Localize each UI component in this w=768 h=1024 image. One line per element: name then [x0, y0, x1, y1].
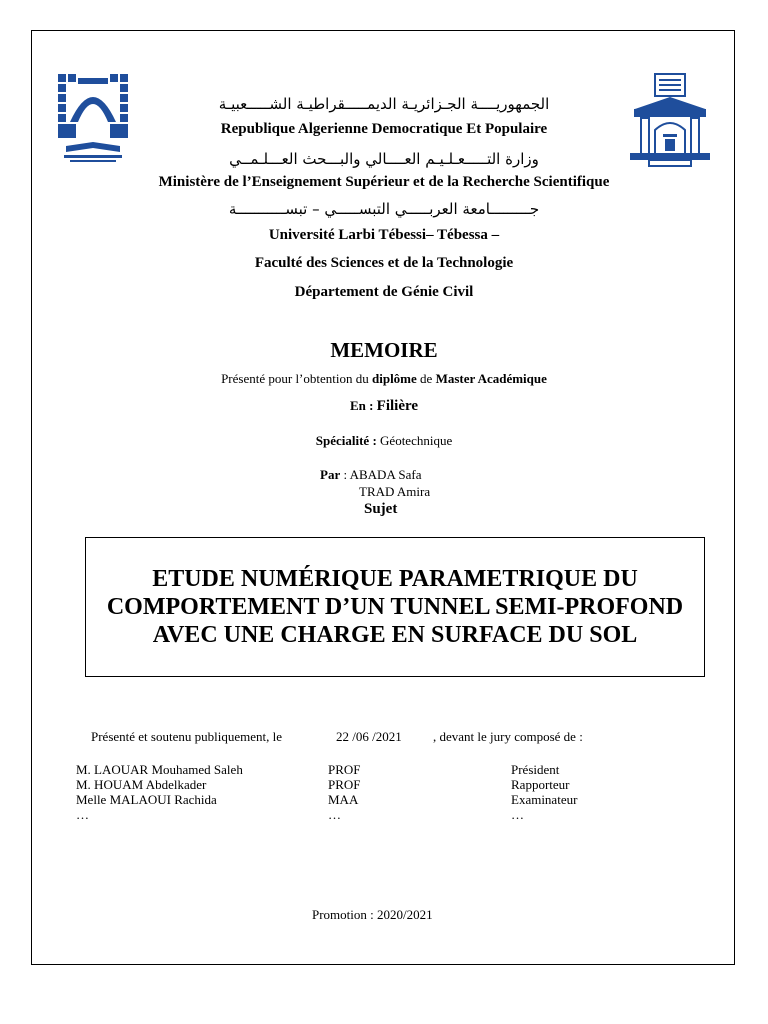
defense-suffix: , devant le jury composé de :: [433, 729, 583, 744]
republic-title: Republique Algerienne Democratique Et Populaire: [220, 121, 548, 137]
master-label: Master Académique: [435, 371, 547, 386]
en-label: En :: [349, 398, 377, 413]
subject-title: ETUDE NUMÉRIQUE PARAMETRIQUE DU COMPORTEMENT D’UN TUNNEL SEMI-PROFOND AVEC UNE CHARGE EN SURFACE DU SOL: [106, 566, 684, 648]
defense-date: 22 /06 /2021: [336, 729, 402, 744]
specialite-label: Spécialité :: [315, 433, 381, 448]
jury-grade: …: [328, 807, 341, 822]
university-title: Université Larbi Tébessi– Tébessa –: [268, 227, 500, 243]
presented-prefix: Présenté pour l’obtention du: [221, 371, 372, 386]
jury-role: Examinateur: [511, 792, 578, 807]
faculty-title: Faculté des Sciences et de la Technologie: [254, 255, 514, 271]
author-2: TRAD Amira: [359, 484, 431, 499]
presented-for-line: [0, 371, 768, 387]
diploma-word: diplôme: [372, 371, 417, 386]
par-label: Par: [320, 467, 341, 482]
filiere-line: [0, 398, 768, 415]
document-type: MEMOIRE: [330, 338, 438, 362]
jury-role: Président: [511, 762, 560, 777]
arabic-republic-title: الجمهوريــــة الجـزائريـة الديمـــــقراطيـة الشـــــعبيـة: [218, 95, 550, 113]
presented-mid: de: [416, 371, 436, 386]
jury-grade: PROF: [328, 762, 361, 777]
authors-line-1: [320, 467, 421, 483]
specialite-value: Géotechnique: [380, 433, 453, 448]
jury-name: Melle MALAOUI Rachida: [76, 792, 217, 807]
arabic-ministry-title: وزارة التـــــعـلـيـم العــــالي والبـــحث العـــلـمــي: [229, 150, 539, 168]
jury-name: M. LAOUAR Mouhamed Saleh: [76, 762, 243, 777]
specialite-line: [0, 433, 768, 449]
sujet-label: Sujet: [364, 501, 398, 517]
promotion: Promotion : 2020/2021: [312, 907, 433, 922]
jury-grade: PROF: [328, 777, 361, 792]
jury-name: M. HOUAM Abdelkader: [76, 777, 207, 792]
filiere-value: Filière: [376, 398, 419, 414]
jury-grade: MAA: [328, 792, 359, 807]
jury-name: …: [76, 807, 89, 822]
jury-role: Rapporteur: [511, 777, 570, 792]
department-title: Département de Génie Civil: [294, 284, 474, 300]
author-1: : ABADA Safa: [343, 467, 422, 482]
jury-role: …: [511, 807, 524, 822]
arabic-university-title: جـــــــــامعة العربـــــي التبســـــي – تبســـــــــــة: [228, 200, 540, 218]
defense-prefix: Présenté et soutenu publiquement, le: [91, 729, 282, 744]
ministry-title: Ministère de l’Enseignement Supérieur et de la Recherche Scientifique: [158, 174, 610, 190]
subject-box: [85, 537, 705, 677]
